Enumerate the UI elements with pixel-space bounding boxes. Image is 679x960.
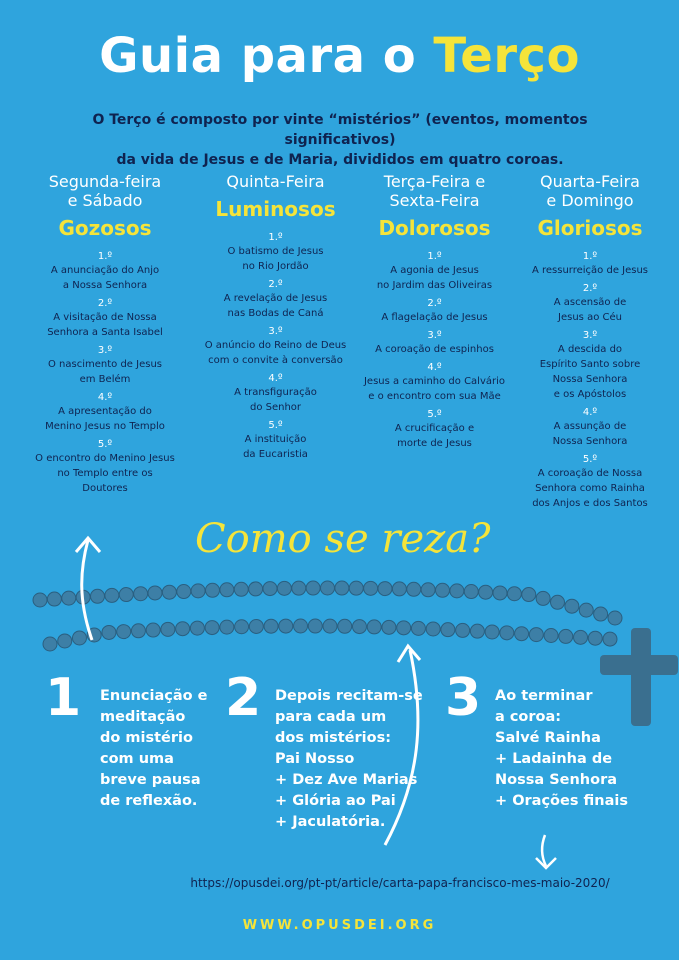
mystery-text: A revelação de Jesus [223,293,328,304]
title-part1: Guia para o [99,28,434,84]
bead [436,583,450,597]
step-line: para cada um [275,709,387,725]
bead [62,591,76,605]
bead [205,621,219,635]
bead [588,631,602,645]
step-line: + Glória ao Pai [275,793,396,809]
mystery-text: A flagelação de Jesus [381,312,488,323]
mystery-number: 1.º [427,251,442,262]
bead [119,588,133,602]
bead [191,584,205,598]
step-line: de reflexão. [100,793,198,809]
bead [33,593,47,607]
bead [352,620,366,634]
bead [544,629,558,643]
mystery-number: 2.º [97,298,113,309]
mystery-text: nas Bodas de Caná [227,308,324,319]
bead [411,621,425,635]
mystery-text: Senhora a Santa Isabel [47,327,163,338]
bead [397,621,411,635]
bead [364,581,378,595]
mystery-text: A assunção de [553,421,627,432]
bead [43,637,57,651]
step-line: dos mistérios: [275,730,392,746]
mystery-number: 3.º [97,345,113,356]
mystery-text: Jesus a caminho do Calvário [363,376,506,387]
mystery-text: A instituição [244,434,307,445]
days-line: e Sábado [67,191,143,210]
bead [608,611,622,625]
mystery-text: A anunciação do Anjo [50,265,160,276]
mystery-text: O encontro do Menino Jesus [35,453,175,464]
step-line: Nossa Senhora [495,772,618,788]
bead [131,624,145,638]
days-line: Quinta-Feira [226,172,325,191]
mystery-number: 1.º [268,232,283,243]
bead [134,587,148,601]
mystery-number: 5.º [582,454,598,465]
title-highlight: Terço [433,28,580,84]
mystery-text: A visitação de Nossa [53,312,157,323]
mystery-number: 3.º [582,330,598,341]
days-line: Segunda-feira [48,172,162,191]
step-text-1 [100,686,207,812]
mystery-text: morte de Jesus [397,438,472,449]
mystery-number: 5.º [427,409,442,420]
step-number-3: 3 [445,668,482,728]
days-line: Sexta-Feira [389,191,480,210]
bead [479,585,493,599]
mystery-text: A ressurreição de Jesus [531,265,649,276]
mystery-number: 2.º [427,298,442,309]
bead [507,587,521,601]
bead [277,581,291,595]
mystery-number: 1.º [97,251,113,262]
mystery-text: Senhora como Rainha [535,483,645,494]
step-line: + Ladainha de [495,751,613,767]
crown-name: Gloriosos [537,216,643,240]
site-link[interactable]: WWW.OPUSDEI.ORG [242,918,437,933]
bead [263,582,277,596]
mystery-text: O nascimento de Jesus [48,359,162,370]
bead [264,619,278,633]
bead [335,581,349,595]
bead [378,582,392,596]
mystery-number: 4.º [97,392,113,403]
bead [294,619,308,633]
bead [485,625,499,639]
intro-line-2: da vida de Jesus e de Maria, divididos em quatro coroas. [116,152,564,168]
bead [522,588,536,602]
mystery-text: e o encontro com sua Mãe [368,391,501,402]
bead [220,583,234,597]
bead [148,586,162,600]
days-line: Terça-Feira e [383,172,486,191]
bead [146,623,160,637]
mystery-text: O anúncio do Reino de Deus [204,340,347,351]
mystery-text: A coroação de espinhos [375,344,494,355]
days-line: e Domingo [546,191,634,210]
mystery-text: no Rio Jordão [242,261,309,272]
mystery-text: no Templo entre os Doutores [57,468,153,494]
mystery-text: dos Anjos e dos Santos [532,498,648,509]
mystery-text: A crucificação e [394,423,475,434]
bead [235,620,249,634]
mystery-text: A ascensão de [553,297,627,308]
bead [234,582,248,596]
step-line: breve pausa [100,772,201,788]
arrow-curve-head-icon [398,646,420,662]
bead [594,607,608,621]
mystery-text: A descida do [557,344,623,355]
bead [493,586,507,600]
step-number-1: 1 [45,668,82,728]
bead [117,625,131,639]
bead [426,622,440,636]
mystery-text: com o convite à conversão [208,355,343,366]
bead [177,585,191,599]
bead [47,592,61,606]
bead [536,591,550,605]
bead [206,583,220,597]
mystery-number: 3.º [268,326,283,337]
bead [579,603,593,617]
step-text-3 [495,686,628,812]
mystery-number: 2.º [582,283,598,294]
crown-name: Dolorosos [378,216,491,240]
step-line: Ao terminar [495,688,593,704]
step-line: Salvé Rainha [495,730,601,746]
mystery-text: do Senhor [249,402,302,413]
intro-line-1: O Terço é composto por vinte “mistérios” (eventos, momentos significativos) [92,112,588,148]
bead [279,619,293,633]
bead [249,582,263,596]
mystery-number: 3.º [427,330,442,341]
bead [515,627,529,641]
bead [292,581,306,595]
bead [464,585,478,599]
mystery-text: A apresentação do [58,406,152,417]
bead [407,582,421,596]
bead [421,583,435,597]
mystery-text: Nossa Senhora [552,436,628,447]
bead [470,624,484,638]
step-line: + Jaculatória. [275,814,386,830]
bead [308,619,322,633]
mystery-number: 4.º [268,373,283,384]
step-line: Enunciação e [100,688,208,704]
bead [367,620,381,634]
mystery-text: A agonia de Jesus [390,265,479,276]
bead [349,581,363,595]
days-line: Quarta-Feira [540,172,640,191]
mystery-text: da Eucaristia [243,449,308,460]
step-line: + Dez Ave Marias [275,772,418,788]
bead [176,622,190,636]
bead [323,619,337,633]
bead [249,619,263,633]
mystery-number: 5.º [97,439,113,450]
step-line: Pai Nosso [275,751,355,767]
step-line: com uma [100,751,174,767]
mystery-text: Menino Jesus no Templo [45,421,165,432]
bead [441,623,455,637]
bead [161,622,175,636]
step-line: + Orações finais [495,793,628,809]
mystery-text: O batismo de Jesus [227,246,324,257]
crown-name: Gozosos [58,216,152,240]
mystery-text: no Jardim das Oliveiras [376,280,493,291]
bead [72,631,86,645]
mystery-text: Nossa Senhora [552,374,628,385]
mystery-number: 5.º [268,420,283,431]
bead [105,588,119,602]
bead [102,625,116,639]
bead [162,585,176,599]
mystery-text: Espírito Santo sobre [539,359,641,370]
bead [91,589,105,603]
step-line: do mistério [100,730,193,746]
bead [603,632,617,646]
bead [382,620,396,634]
bead [500,626,514,640]
mystery-text: e os Apóstolos [553,389,627,400]
step-line: meditação [100,709,186,725]
bead [559,629,573,643]
mystery-text: A transfiguração [234,387,317,398]
bead [456,623,470,637]
bead [551,595,565,609]
mystery-number: 1.º [582,251,598,262]
mystery-number: 4.º [582,407,598,418]
crown-name: Luminosos [215,197,336,221]
bead [392,582,406,596]
como-se-reza-heading: Como se reza? [195,516,491,562]
mystery-text: em Belém [79,374,131,385]
rosary-beads [33,581,622,651]
arrow-down-icon [542,835,546,866]
source-url[interactable]: https://opusdei.org/pt-pt/article/carta-papa-francisco-mes-maio-2020/ [190,876,610,890]
bead [574,630,588,644]
mystery-text: a Nossa Senhora [62,280,148,291]
bead [190,621,204,635]
step-number-2: 2 [225,668,262,728]
mystery-text: A coroação de Nossa [537,468,643,479]
bead [220,620,234,634]
mystery-number: 4.º [427,362,442,373]
bead [58,634,72,648]
step-line: a coroa: [495,709,562,725]
arrow-up-icon [82,540,92,640]
bead [529,628,543,642]
bead [306,581,320,595]
step-line: Depois recitam-se [275,688,423,704]
step-text-2 [275,686,423,833]
bead [338,619,352,633]
mystery-text: Jesus ao Céu [558,312,622,323]
bead [450,584,464,598]
mystery-number: 2.º [268,279,283,290]
bead [565,599,579,613]
bead [321,581,335,595]
